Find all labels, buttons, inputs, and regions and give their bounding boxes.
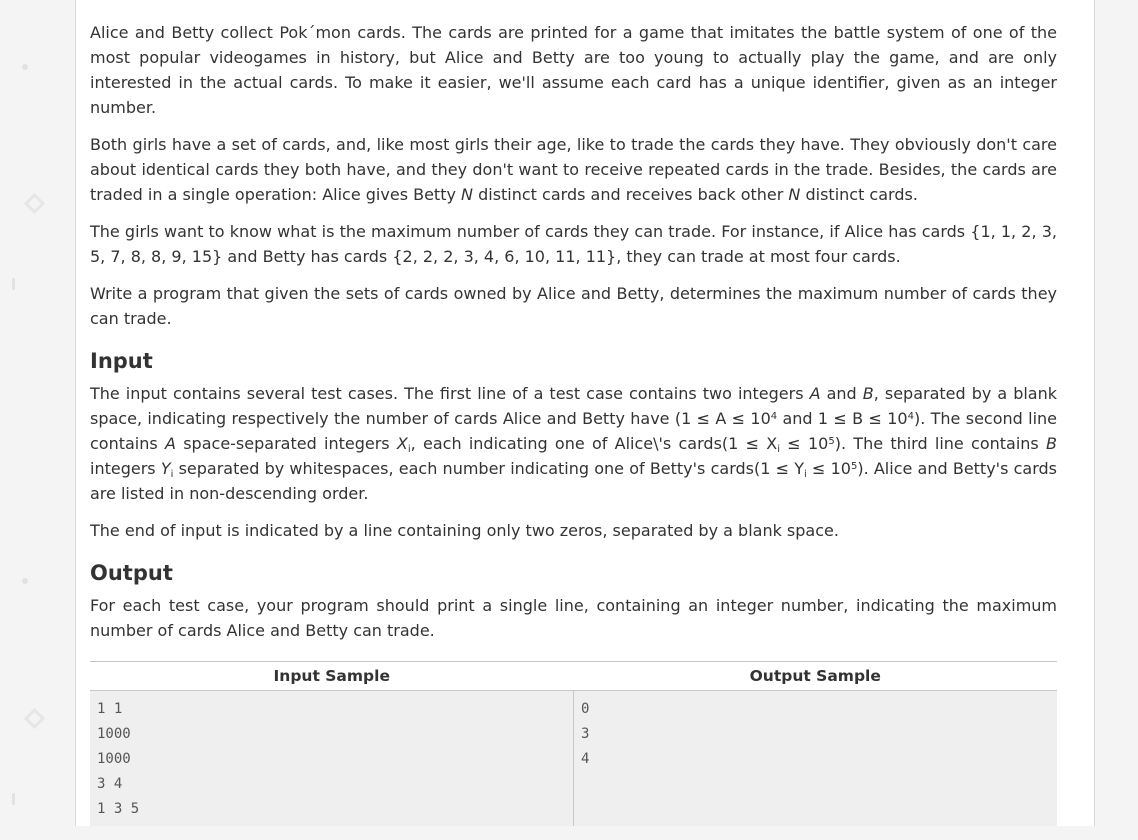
exponent: 5 bbox=[850, 461, 858, 472]
input-sample-text[interactable]: 1 1 1000 1000 3 4 1 3 5 bbox=[90, 691, 574, 831]
rail-dot-icon bbox=[22, 64, 28, 70]
text-run: distinct cards. bbox=[800, 185, 918, 204]
input-paragraph-1 bbox=[90, 381, 1057, 506]
left-rail bbox=[0, 0, 75, 840]
samples-body-row bbox=[90, 691, 1057, 831]
text-run: integers bbox=[90, 459, 161, 478]
text-run: and 1 ≤ B ≤ 10 bbox=[777, 409, 908, 428]
samples-header-row bbox=[90, 662, 1057, 691]
var-a: A bbox=[165, 434, 176, 453]
problem-page bbox=[75, 0, 1095, 840]
text-run: ). The second line contains bbox=[90, 409, 1058, 453]
problem-content bbox=[90, 20, 1057, 831]
text-run: ). Alice and Betty's cards are listed in non-descending order. bbox=[90, 459, 1058, 503]
diamond-icon bbox=[24, 708, 45, 729]
statement-paragraph-3: The girls want to know what is the maximum number of cards they can trade. For instance, if Alice has cards {1, 1, 2, 3, 5, 7, 8, 8, 9, 15} and Betty has cards {2, 2, 2, 3, 4, 6, 10, 11, 11}, they can trade at most four cards. bbox=[90, 222, 1057, 266]
text-run: space-separated integers bbox=[175, 434, 397, 453]
statement-paragraph-1: Alice and Betty collect Pok´mon cards. The cards are printed for a game that imitates the battle system of one of the most popular videogames in history, but Alice and Betty are too young to actually play the game, and are only interested in the actual cards. To make it easier, we'll assume each card has a unique identifier, given as an integer number. bbox=[90, 23, 1057, 117]
text-run: separated by whitespaces, each number indicating one of Betty's cards(1 ≤ Y bbox=[173, 459, 804, 478]
rail-dot-icon bbox=[22, 578, 28, 584]
output-paragraph-1: For each test case, your program should print a single line, containing an integer number, indicating the maximum number of cards Alice and Betty can trade. bbox=[90, 596, 1057, 640]
var-n: N bbox=[788, 185, 801, 204]
right-rail bbox=[1095, 0, 1138, 840]
text-run: ≤ 10 bbox=[780, 434, 829, 453]
statement-paragraph-4: Write a program that given the sets of cards owned by Alice and Betty, determines the maximum number of cards they can trade. bbox=[90, 284, 1057, 328]
statement-paragraph-2 bbox=[90, 132, 1057, 207]
text-run: Both girls have a set of cards, and, like most girls their age, like to trade the cards they have. They obviously don't care about identical cards they both have, and they don't want to receive repeated cards in the trade. Besides, the cards are traded in a single operation: Alice gives Betty bbox=[90, 135, 1057, 204]
exponent: 4 bbox=[907, 411, 914, 422]
dash-icon bbox=[12, 278, 15, 290]
var-n: N bbox=[461, 185, 473, 204]
subscript: i bbox=[777, 444, 781, 455]
subscript: i bbox=[170, 469, 174, 480]
text-run: The input contains several test cases. The first line of a test case contains two integers bbox=[90, 384, 810, 403]
text-run: , each indicating one of Alice\'s cards(1 ≤ X bbox=[410, 434, 778, 453]
input-heading: Input bbox=[90, 349, 153, 373]
text-run: ≤ 10 bbox=[806, 459, 851, 478]
dash-icon bbox=[12, 793, 15, 805]
text-run: and bbox=[820, 384, 863, 403]
subscript: i bbox=[407, 444, 411, 455]
exponent: 5 bbox=[828, 436, 835, 447]
text-run: distinct cards and receives back other bbox=[473, 185, 789, 204]
diamond-icon bbox=[24, 193, 45, 214]
input-paragraph-2: The end of input is indicated by a line containing only two zeros, separated by a blank space. bbox=[90, 521, 839, 540]
text-run: , separated by a blank space, indicating respectively the number of cards Alice and Betty have (1 ≤ A ≤ 10 bbox=[90, 384, 1058, 428]
output-sample-text[interactable]: 0 3 4 bbox=[581, 701, 590, 767]
input-sample-header: Input Sample bbox=[273, 667, 390, 685]
output-sample-header: Output Sample bbox=[749, 667, 881, 685]
var-x: X bbox=[396, 434, 408, 453]
var-a: A bbox=[809, 384, 821, 403]
bottom-edge bbox=[0, 826, 1138, 840]
var-b: B bbox=[1046, 434, 1058, 453]
exponent: 4 bbox=[770, 411, 778, 422]
text-run: ). The third line contains bbox=[834, 434, 1047, 453]
subscript: i bbox=[804, 469, 807, 480]
var-y: Y bbox=[160, 459, 171, 478]
samples-table bbox=[90, 661, 1057, 831]
output-heading: Output bbox=[90, 561, 173, 585]
var-b: B bbox=[862, 384, 874, 403]
